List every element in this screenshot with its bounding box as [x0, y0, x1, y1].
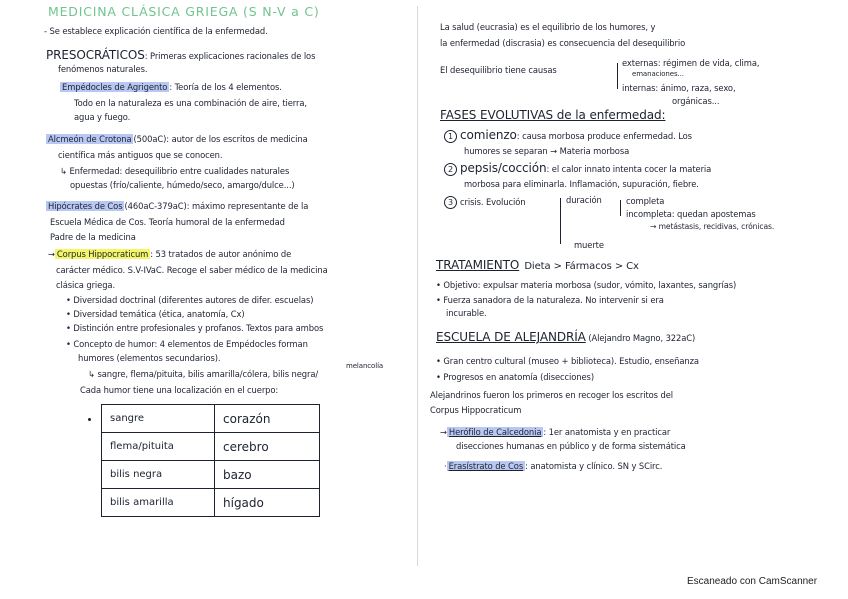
bullet-diversidad-doctrinal: • Diversidad doctrinal (diferentes autores de difer. escuelas) — [66, 295, 314, 305]
alejandria-subtitle: (Alejandro Magno, 322aC) — [588, 333, 696, 343]
alejandria-line — [436, 332, 695, 344]
crisis-label: crisis. Evolución — [460, 197, 526, 207]
pepsis-label: pepsis/cocción — [460, 161, 547, 175]
empedocles-line3: agua y fuego. — [74, 112, 131, 122]
page-fold-divider — [417, 6, 418, 566]
humor-cell: bilis amarilla — [102, 489, 215, 517]
fase-comienzo — [444, 130, 692, 143]
pepsis-text: : el calor innato intenta cocer la materia — [546, 164, 712, 174]
corpus-line: → Corpus Hippocraticum : 53 tratados de autor anónimo de — [48, 249, 292, 259]
causas-internas: internas: ánimo, raza, sexo, — [622, 83, 736, 93]
corpus-text: : 53 tratados de autor anónimo de — [150, 249, 292, 259]
alcmeon-line3: ↳ Enfermedad: desequilibrio entre cualidades naturales — [60, 166, 290, 176]
table-row — [102, 461, 320, 489]
hipocrates-text: (460aC-379aC): máximo representante de la — [124, 201, 309, 211]
humor-cell: bilis negra — [102, 461, 215, 489]
humor-cell: sangre — [102, 405, 215, 433]
intro-line: - Se establece explicación científica de la enfermedad. — [44, 26, 268, 36]
alejandria-corpus: Corpus Hippocraticum — [430, 405, 522, 415]
bullet-diversidad-tematica: • Diversidad temática (ética, anatomía, Cx) — [66, 309, 245, 319]
presocraticos-line2: fenómenos naturales. — [58, 64, 148, 74]
bullet-distincion: • Distinción entre profesionales y profanos. Textos para ambos — [66, 323, 324, 333]
herofilo-highlight: Herófilo de Calcedonia — [448, 427, 542, 437]
herofilo-line: → Herófilo de Calcedonia : 1er anatomista y en practicar — [440, 427, 671, 437]
table-bullet — [88, 418, 91, 421]
herofilo-line2: disecciones humanas en público y de forma sistemática — [456, 441, 686, 451]
comienzo-label: comienzo — [460, 128, 517, 142]
fase-pepsis — [444, 163, 711, 176]
causas-bracket — [617, 63, 618, 89]
empedocles-line — [60, 82, 282, 93]
alcmeon-text: (500aC): autor de los escritos de medicina — [133, 134, 308, 144]
erasistrato-line: · Erasístrato de Cos : anatomista y clínico. SN y SCirc. — [444, 461, 663, 471]
number-3-badge: 3 — [444, 196, 457, 209]
corpus-line3: clásica griega. — [56, 280, 116, 290]
hipocrates-highlight: Hipócrates de Cos — [48, 201, 123, 211]
hipocrates-line — [46, 201, 308, 212]
alejandria-progresos: • Progresos en anatomía (disecciones) — [436, 372, 594, 382]
alcmeon-line2: científica más antiguos que se conocen. — [58, 150, 223, 160]
empedocles-text: : Teoría de los 4 elementos. — [169, 82, 282, 92]
corpus-line2: carácter médico. S.V-IVaC. Recoge el saber médico de la medicina — [56, 265, 328, 275]
empedocles-line2: Todo en la naturaleza es una combinación de aire, tierra, — [74, 98, 307, 108]
number-2-badge: 2 — [444, 163, 457, 176]
fases-heading: FASES EVOLUTIVAS de la enfermedad: — [440, 108, 666, 122]
empedocles-highlight: Empédocles de Agrigento — [62, 82, 168, 92]
muerte-label: muerte — [574, 240, 604, 250]
page-title: MEDICINA CLÁSICA GRIEGA (S N-V a C) — [48, 4, 320, 19]
alcmeon-line4: opuestas (frío/caliente, húmedo/seco, amargo/dulce...) — [70, 180, 295, 190]
tratamiento-objetivo: • Objetivo: expulsar materia morbosa (sudor, vómito, laxantes, sangrías) — [436, 280, 737, 290]
fase-comienzo-2: humores se separan → Materia morbosa — [464, 146, 630, 156]
organ-cell: hígado — [215, 489, 320, 517]
organ-cell: bazo — [215, 461, 320, 489]
table-row — [102, 433, 320, 461]
tratamiento-heading: TRATAMIENTO — [436, 258, 520, 272]
humors-list: ↳ sangre, flema/pituita, bilis amarilla/cólera, bilis negra/ — [88, 369, 319, 379]
causas-internas-2: orgánicas... — [672, 96, 720, 106]
bullet-concepto-humor-2: humores (elementos secundarios). — [78, 353, 221, 363]
comienzo-text: : causa morbosa produce enfermedad. Los — [516, 131, 692, 141]
organ-cell: corazón — [215, 405, 320, 433]
alejandria-heading: ESCUELA DE ALEJANDRÍA — [436, 330, 586, 344]
table-row — [102, 489, 320, 517]
corpus-highlight: Corpus Hippocraticum — [56, 249, 149, 259]
salud-line: La salud (eucrasia) es el equilibrio de los humores, y — [440, 22, 656, 32]
causas-externas-2: emanaciones... — [632, 70, 684, 78]
alcmeon-highlight: Alcmeón de Crotona — [48, 134, 132, 144]
duracion-bracket — [620, 200, 621, 216]
alcmeon-line — [46, 134, 308, 145]
fase-pepsis-2: morbosa para eliminarla. Inflamación, supuración, fiebre. — [464, 179, 699, 189]
presocraticos-heading: PRESOCRÁTICOS — [46, 48, 145, 62]
duracion-completa: completa — [626, 196, 665, 206]
number-1-badge: 1 — [444, 130, 457, 143]
duracion-label: duración — [566, 195, 602, 205]
scanner-watermark: Escaneado con CamScanner — [687, 576, 818, 587]
hipocrates-line2: Escuela Médica de Cos. Teoría humoral de la enfermedad — [50, 217, 285, 227]
bullet-concepto-humor: • Concepto de humor: 4 elementos de Empédocles forman — [66, 339, 308, 349]
melancolia-note: melancolía — [346, 362, 384, 370]
fase-crisis — [444, 196, 525, 209]
tratamiento-order: Dieta > Fármacos > Cx — [524, 261, 639, 272]
presocraticos-text: : Primeras explicaciones racionales de los — [144, 51, 316, 61]
tratamiento-fuerza-2: incurable. — [446, 308, 487, 318]
table-row — [102, 405, 320, 433]
humor-cell: flema/pituita — [102, 433, 215, 461]
duracion-incompleta: incompleta: quedan apostemas — [626, 209, 756, 219]
causas-externas: externas: régimen de vida, clima, — [622, 58, 760, 68]
erasistrato-text: : anatomista y clínico. SN y SCirc. — [525, 461, 663, 471]
presocraticos-line — [46, 50, 315, 62]
alejandria-centro: • Gran centro cultural (museo + biblioteca). Estudio, enseñanza — [436, 356, 699, 366]
erasistrato-highlight: Erasístrato de Cos — [448, 461, 524, 471]
hipocrates-line3: Padre de la medicina — [50, 232, 136, 242]
tratamiento-fuerza: • Fuerza sanadora de la naturaleza. No intervenir si era — [436, 295, 664, 305]
organ-cell: cerebro — [215, 433, 320, 461]
crisis-bracket — [560, 198, 561, 244]
duracion-incompleta-2: → metástasis, recidivas, crónicas. — [650, 222, 775, 231]
humors-location-line: Cada humor tiene una localización en el cuerpo: — [80, 385, 279, 395]
humors-table — [101, 404, 320, 517]
causas-line: El desequilibrio tiene causas — [440, 65, 557, 75]
tratamiento-line — [436, 260, 639, 272]
enfermedad-line: la enfermedad (discrasia) es consecuencia del desequilibrio — [440, 38, 686, 48]
herofilo-text: : 1er anatomista y en practicar — [543, 427, 671, 437]
alejandria-recoger: Alejandrinos fueron los primeros en recoger los escritos del — [430, 390, 673, 400]
